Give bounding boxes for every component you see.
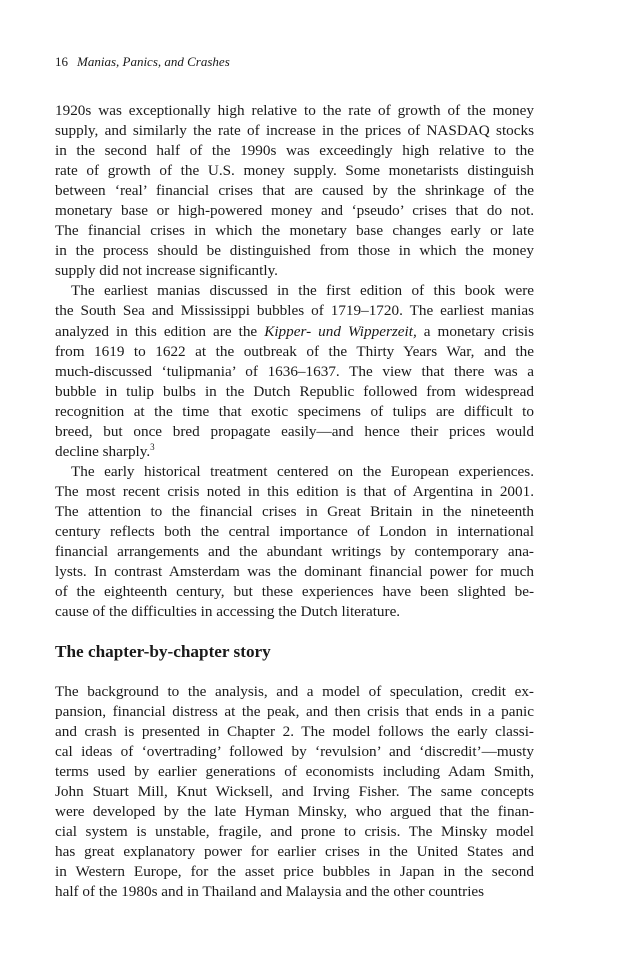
paragraph: [55, 281, 534, 461]
text-line: The most recent crisis noted in this edition is that of Argentina in 2001.: [55, 482, 534, 500]
text-line: and crash is presented in Chapter 2. The model follows the early classi-: [55, 723, 534, 741]
text-line: were developed by the late Hyman Minsky, who argued that the finan-: [55, 803, 534, 821]
text-line: cial system is unstable, fragile, and prone to crisis. The Minsky model: [55, 823, 534, 841]
text-line: The early historical treatment centered on the European experiences.: [71, 462, 534, 480]
text-run: a monetary crisis: [416, 322, 535, 340]
paragraph: [55, 101, 534, 281]
text-line: financial arrangements and the abundant writings by contemporary ana-: [55, 543, 534, 561]
text-line: between ‘real’ financial crises that are caused by the shrinkage of the: [55, 182, 534, 200]
italic-term: Kipper- und Wipperzeit,: [264, 322, 417, 340]
text-line: half of the 1980s and in Thailand and Malaysia and the other countries: [55, 883, 485, 901]
text-line: The earliest manias discussed in the first edition of this book were: [71, 282, 534, 300]
section-heading: The chapter-by-chapter story: [55, 642, 271, 661]
text-line: the South Sea and Mississippi bubbles of 1719–1720. The earliest manias: [55, 302, 534, 320]
text-line: cal ideas of ‘overtrading’ followed by ‘revulsion’ and ‘discredit’—musty: [55, 743, 534, 761]
text-line: 1920s was exceptionally high relative to the rate of growth of the money: [55, 102, 534, 119]
body-text: [55, 682, 534, 903]
text-line: in the process should be distinguished from those in which the money: [55, 242, 534, 260]
text-line: The attention to the financial crises in Great Britain in the nineteenth: [55, 502, 534, 520]
text-line: The background to the analysis, and a model of speculation, credit ex-: [55, 683, 534, 700]
text-line: [55, 442, 534, 462]
paragraph: [55, 682, 534, 903]
text-line: century reflects both the central importance of London in international: [55, 522, 534, 540]
text-line: rate of growth of the U.S. money supply. Some monetarists distinguish: [55, 162, 534, 180]
text-line: The financial crises in which the monetary base changes early or late: [55, 222, 534, 240]
text-line: monetary base or high-powered money and ‘pseudo’ crises that do not.: [55, 202, 534, 220]
book-title: Manias, Panics, and Crashes: [77, 54, 230, 69]
text-line: [55, 322, 534, 342]
footnote-reference[interactable]: 3: [150, 441, 155, 452]
text-line: in the second half of the 1990s was exceedingly high relative to the: [55, 142, 534, 160]
text-line: from 1619 to 1622 at the outbreak of the Thirty Years War, and the: [55, 342, 534, 360]
paragraph: [55, 462, 534, 622]
body-text: [55, 101, 534, 622]
text-run: analyzed in this edition are the: [55, 322, 265, 340]
text-line: terms used by earlier generations of economists including Adam Smith,: [55, 763, 534, 781]
text-line: lysts. In contrast Amsterdam was the dominant financial power for much: [55, 563, 534, 581]
text-line: has great explanatory power for earlier crises in the United States and: [55, 843, 534, 861]
text-line: John Stuart Mill, Knut Wicksell, and Irving Fisher. The same concepts: [55, 783, 534, 801]
page-number: 16: [55, 54, 68, 69]
running-head: [55, 54, 230, 70]
text-run: decline sharply.: [55, 442, 151, 460]
text-line: pansion, financial distress at the peak, and then crisis that ends in a panic: [55, 703, 534, 721]
text-line: supply, and similarly the rate of increase in the prices of NASDAQ stocks: [55, 122, 534, 140]
text-line: much-discussed ‘tulipmania’ of 1636–1637. The view that there was a: [55, 362, 534, 380]
text-line: of the eighteenth century, but these experiences have been slighted be-: [55, 583, 534, 601]
text-line: recognition at the time that exotic specimens of tulips are difficult to: [55, 402, 534, 420]
text-line: breed, but once bred propagate easily—and hence their prices would: [55, 422, 534, 440]
text-line: bubble in tulip bulbs in the Dutch Republic followed from widespread: [55, 382, 534, 400]
text-line: in Western Europe, for the asset price bubbles in Japan in the second: [55, 863, 534, 881]
text-line: supply did not increase significantly.: [55, 262, 278, 280]
text-line: cause of the difficulties in accessing the Dutch literature.: [55, 603, 401, 621]
